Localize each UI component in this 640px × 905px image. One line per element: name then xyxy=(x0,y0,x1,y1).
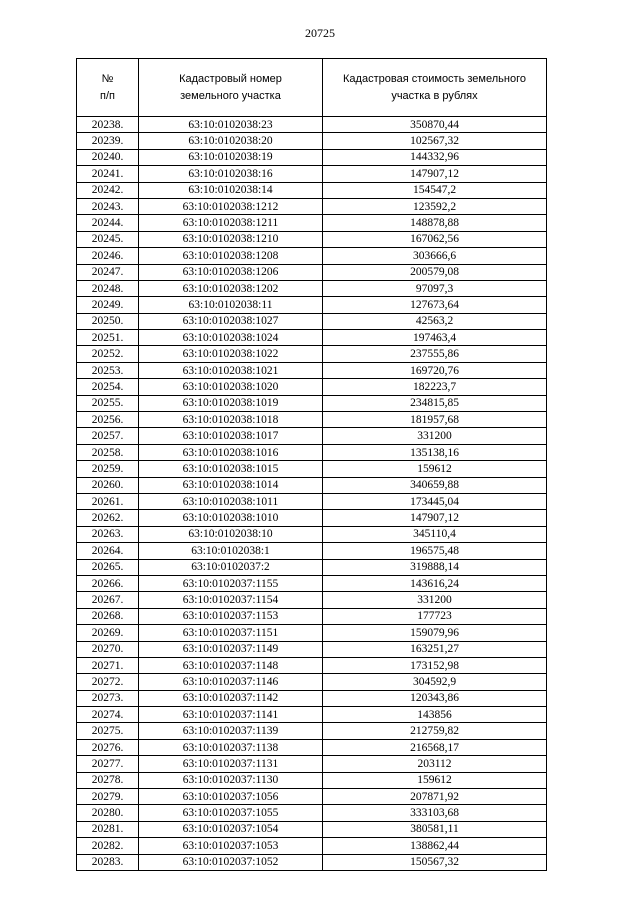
cadastral-number: 63:10:0102037:1055 xyxy=(139,805,323,821)
cadastral-number: 63:10:0102038:10 xyxy=(139,526,323,542)
table-header xyxy=(77,59,547,117)
table-row xyxy=(77,182,547,198)
table-row xyxy=(77,248,547,264)
table-row xyxy=(77,641,547,657)
cadastral-number: 63:10:0102038:1210 xyxy=(139,231,323,247)
cadastral-value: 173152,98 xyxy=(323,657,547,673)
cadastral-value: 304592,9 xyxy=(323,674,547,690)
row-number: 20277. xyxy=(77,756,139,772)
table-row xyxy=(77,608,547,624)
table-row xyxy=(77,707,547,723)
row-number: 20247. xyxy=(77,264,139,280)
cadastral-number: 63:10:0102037:1153 xyxy=(139,608,323,624)
cadastral-number: 63:10:0102037:1130 xyxy=(139,772,323,788)
table-row xyxy=(77,133,547,149)
row-number: 20243. xyxy=(77,198,139,214)
cadastral-value: 97097,3 xyxy=(323,280,547,296)
cadastral-value: 169720,76 xyxy=(323,362,547,378)
cadastral-number: 63:10:0102038:1018 xyxy=(139,412,323,428)
cadastral-value: 181957,68 xyxy=(323,412,547,428)
cadastral-number: 63:10:0102038:1019 xyxy=(139,395,323,411)
cadastral-value: 173445,04 xyxy=(323,493,547,509)
cadastral-number: 63:10:0102038:16 xyxy=(139,166,323,182)
table-row xyxy=(77,805,547,821)
table-body xyxy=(77,117,547,871)
cadastral-number: 63:10:0102038:1212 xyxy=(139,198,323,214)
cadastral-number: 63:10:0102037:1138 xyxy=(139,739,323,755)
cadastral-number: 63:10:0102037:2 xyxy=(139,559,323,575)
cadastral-number: 63:10:0102038:1017 xyxy=(139,428,323,444)
cadastral-value: 159079,96 xyxy=(323,625,547,641)
row-number: 20256. xyxy=(77,412,139,428)
cadastral-number: 63:10:0102037:1148 xyxy=(139,657,323,673)
row-number: 20259. xyxy=(77,461,139,477)
cadastral-number: 63:10:0102037:1053 xyxy=(139,838,323,854)
cadastral-number: 63:10:0102037:1155 xyxy=(139,575,323,591)
cadastral-value: 200579,08 xyxy=(323,264,547,280)
table-row xyxy=(77,231,547,247)
table-row xyxy=(77,346,547,362)
cadastral-value: 42563,2 xyxy=(323,313,547,329)
cadastral-number: 63:10:0102038:11 xyxy=(139,297,323,313)
cadastral-number: 63:10:0102037:1052 xyxy=(139,854,323,870)
table-row xyxy=(77,854,547,870)
cadastral-number: 63:10:0102037:1141 xyxy=(139,707,323,723)
row-number: 20280. xyxy=(77,805,139,821)
cadastral-value: 331200 xyxy=(323,592,547,608)
cadastral-value: 147907,12 xyxy=(323,510,547,526)
cadastral-value: 380581,11 xyxy=(323,821,547,837)
row-number: 20253. xyxy=(77,362,139,378)
cadastral-value: 216568,17 xyxy=(323,739,547,755)
cadastral-value: 150567,32 xyxy=(323,854,547,870)
row-number: 20239. xyxy=(77,133,139,149)
row-number: 20264. xyxy=(77,543,139,559)
table-row xyxy=(77,313,547,329)
table-row xyxy=(77,428,547,444)
header-row xyxy=(77,59,547,117)
cadastral-value: 350870,44 xyxy=(323,117,547,133)
table-row xyxy=(77,280,547,296)
table-row xyxy=(77,117,547,133)
row-number: 20263. xyxy=(77,526,139,542)
header-cadastral-line-1: Кадастровый номер xyxy=(179,72,282,85)
table-row xyxy=(77,444,547,460)
cadastral-value: 196575,48 xyxy=(323,543,547,559)
row-number: 20270. xyxy=(77,641,139,657)
row-number: 20258. xyxy=(77,444,139,460)
header-cadastral-value xyxy=(323,59,547,117)
table-row xyxy=(77,215,547,231)
row-number: 20242. xyxy=(77,182,139,198)
cadastral-value: 159612 xyxy=(323,772,547,788)
table-row xyxy=(77,559,547,575)
table-row xyxy=(77,674,547,690)
header-number-line-1: № xyxy=(101,72,114,85)
row-number: 20267. xyxy=(77,592,139,608)
cadastral-value: 123592,2 xyxy=(323,198,547,214)
header-cadastral-line-2: земельного участка xyxy=(180,89,281,102)
cadastral-value: 319888,14 xyxy=(323,559,547,575)
cadastral-value: 147907,12 xyxy=(323,166,547,182)
table-row xyxy=(77,379,547,395)
row-number: 20251. xyxy=(77,330,139,346)
cadastral-number: 63:10:0102037:1139 xyxy=(139,723,323,739)
table-row xyxy=(77,461,547,477)
cadastral-value: 203112 xyxy=(323,756,547,772)
cadastral-number: 63:10:0102038:1027 xyxy=(139,313,323,329)
row-number: 20282. xyxy=(77,838,139,854)
table-row xyxy=(77,739,547,755)
row-number: 20240. xyxy=(77,149,139,165)
table-row xyxy=(77,412,547,428)
row-number: 20257. xyxy=(77,428,139,444)
cadastral-number: 63:10:0102038:1208 xyxy=(139,248,323,264)
row-number: 20262. xyxy=(77,510,139,526)
table-row xyxy=(77,625,547,641)
table-row xyxy=(77,789,547,805)
row-number: 20248. xyxy=(77,280,139,296)
table-row xyxy=(77,198,547,214)
cadastral-number: 63:10:0102038:1211 xyxy=(139,215,323,231)
cadastral-value: 345110,4 xyxy=(323,526,547,542)
row-number: 20255. xyxy=(77,395,139,411)
table-row xyxy=(77,362,547,378)
row-number: 20272. xyxy=(77,674,139,690)
header-number-line-2: п/п xyxy=(100,89,115,102)
cadastral-number: 63:10:0102037:1146 xyxy=(139,674,323,690)
page-number: 20725 xyxy=(305,26,335,40)
cadastral-number: 63:10:0102038:20 xyxy=(139,133,323,149)
cadastral-value: 237555,86 xyxy=(323,346,547,362)
cadastral-number: 63:10:0102038:1015 xyxy=(139,461,323,477)
cadastral-number: 63:10:0102038:1 xyxy=(139,543,323,559)
row-number: 20245. xyxy=(77,231,139,247)
cadastral-number: 63:10:0102038:1022 xyxy=(139,346,323,362)
row-number: 20252. xyxy=(77,346,139,362)
row-number: 20279. xyxy=(77,789,139,805)
row-number: 20278. xyxy=(77,772,139,788)
cadastral-value: 197463,4 xyxy=(323,330,547,346)
table-row xyxy=(77,510,547,526)
row-number: 20274. xyxy=(77,707,139,723)
table-row xyxy=(77,166,547,182)
cadastral-number: 63:10:0102038:14 xyxy=(139,182,323,198)
table-row xyxy=(77,657,547,673)
cadastral-value-table xyxy=(76,58,547,871)
row-number: 20268. xyxy=(77,608,139,624)
row-number: 20238. xyxy=(77,117,139,133)
cadastral-number: 63:10:0102038:1010 xyxy=(139,510,323,526)
cadastral-number: 63:10:0102037:1154 xyxy=(139,592,323,608)
table-row xyxy=(77,772,547,788)
table-row xyxy=(77,756,547,772)
table-row xyxy=(77,543,547,559)
cadastral-value: 163251,27 xyxy=(323,641,547,657)
cadastral-value: 102567,32 xyxy=(323,133,547,149)
row-number: 20246. xyxy=(77,248,139,264)
cadastral-value: 159612 xyxy=(323,461,547,477)
cadastral-number: 63:10:0102038:19 xyxy=(139,149,323,165)
row-number: 20254. xyxy=(77,379,139,395)
row-number: 20266. xyxy=(77,575,139,591)
cadastral-value: 303666,6 xyxy=(323,248,547,264)
table-row xyxy=(77,477,547,493)
table-row xyxy=(77,821,547,837)
cadastral-value: 340659,88 xyxy=(323,477,547,493)
cadastral-number: 63:10:0102037:1054 xyxy=(139,821,323,837)
row-number: 20276. xyxy=(77,739,139,755)
row-number: 20260. xyxy=(77,477,139,493)
table-row xyxy=(77,690,547,706)
table-row xyxy=(77,330,547,346)
cadastral-value: 167062,56 xyxy=(323,231,547,247)
row-number: 20261. xyxy=(77,493,139,509)
cadastral-value: 182223,7 xyxy=(323,379,547,395)
cadastral-number: 63:10:0102037:1142 xyxy=(139,690,323,706)
cadastral-number: 63:10:0102038:1206 xyxy=(139,264,323,280)
table-row xyxy=(77,395,547,411)
header-value-line-1: Кадастровая стоимость земельного xyxy=(343,72,526,85)
table-row xyxy=(77,723,547,739)
row-number: 20271. xyxy=(77,657,139,673)
table-row xyxy=(77,526,547,542)
table-row xyxy=(77,297,547,313)
header-number xyxy=(77,59,139,117)
cadastral-value: 333103,68 xyxy=(323,805,547,821)
cadastral-value: 331200 xyxy=(323,428,547,444)
table-row xyxy=(77,838,547,854)
row-number: 20281. xyxy=(77,821,139,837)
cadastral-value: 135138,16 xyxy=(323,444,547,460)
cadastral-value: 144332,96 xyxy=(323,149,547,165)
cadastral-number: 63:10:0102037:1151 xyxy=(139,625,323,641)
cadastral-value: 143616,24 xyxy=(323,575,547,591)
cadastral-value: 207871,92 xyxy=(323,789,547,805)
row-number: 20269. xyxy=(77,625,139,641)
cadastral-value: 177723 xyxy=(323,608,547,624)
row-number: 20273. xyxy=(77,690,139,706)
table-row xyxy=(77,575,547,591)
cadastral-number: 63:10:0102037:1131 xyxy=(139,756,323,772)
cadastral-number: 63:10:0102037:1056 xyxy=(139,789,323,805)
cadastral-number: 63:10:0102038:1014 xyxy=(139,477,323,493)
header-cadastral-number xyxy=(139,59,323,117)
table-row xyxy=(77,149,547,165)
header-value-line-2: участка в рублях xyxy=(391,89,478,102)
cadastral-value: 127673,64 xyxy=(323,297,547,313)
cadastral-number: 63:10:0102038:1021 xyxy=(139,362,323,378)
row-number: 20283. xyxy=(77,854,139,870)
cadastral-number: 63:10:0102038:1024 xyxy=(139,330,323,346)
cadastral-value: 154547,2 xyxy=(323,182,547,198)
row-number: 20275. xyxy=(77,723,139,739)
row-number: 20265. xyxy=(77,559,139,575)
cadastral-number: 63:10:0102038:23 xyxy=(139,117,323,133)
row-number: 20250. xyxy=(77,313,139,329)
cadastral-value: 212759,82 xyxy=(323,723,547,739)
row-number: 20249. xyxy=(77,297,139,313)
cadastral-value: 148878,88 xyxy=(323,215,547,231)
cadastral-number: 63:10:0102038:1011 xyxy=(139,493,323,509)
cadastral-number: 63:10:0102037:1149 xyxy=(139,641,323,657)
row-number: 20241. xyxy=(77,166,139,182)
cadastral-number: 63:10:0102038:1020 xyxy=(139,379,323,395)
cadastral-number: 63:10:0102038:1202 xyxy=(139,280,323,296)
cadastral-value: 234815,85 xyxy=(323,395,547,411)
cadastral-value: 120343,86 xyxy=(323,690,547,706)
table-row xyxy=(77,493,547,509)
cadastral-number: 63:10:0102038:1016 xyxy=(139,444,323,460)
cadastral-value: 143856 xyxy=(323,707,547,723)
table-row xyxy=(77,592,547,608)
row-number: 20244. xyxy=(77,215,139,231)
table-row xyxy=(77,264,547,280)
cadastral-value: 138862,44 xyxy=(323,838,547,854)
